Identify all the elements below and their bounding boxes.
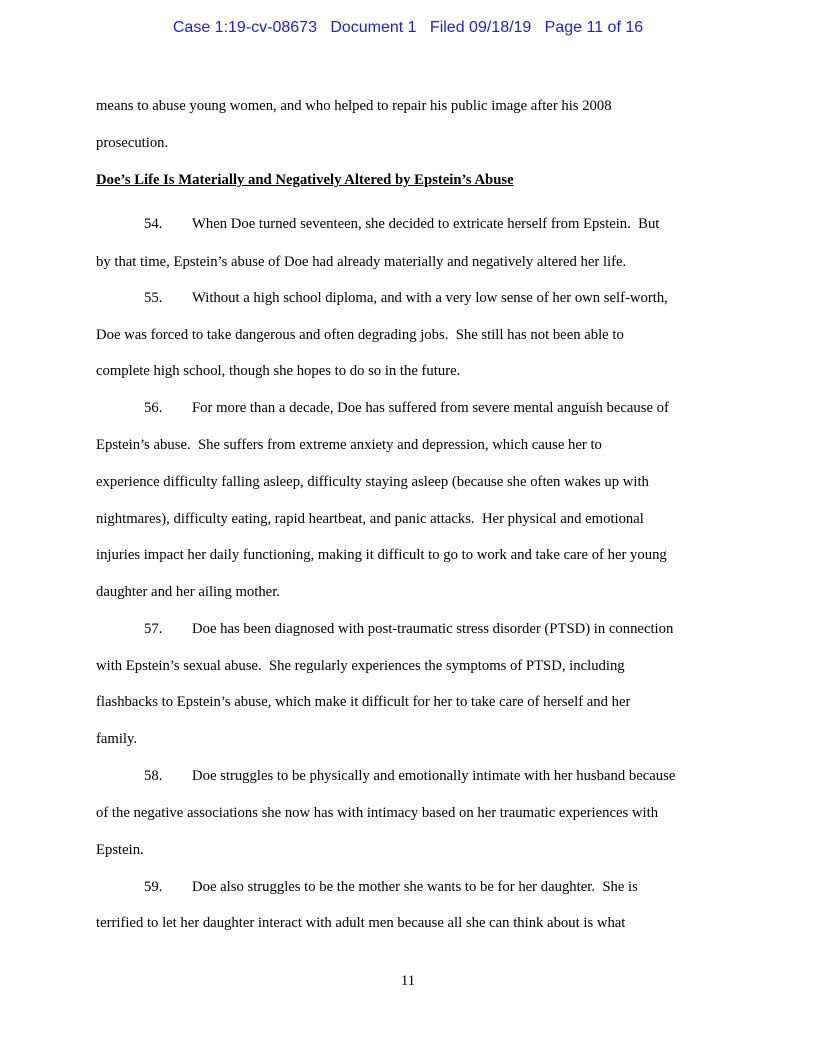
page-number: 11 — [400, 973, 416, 989]
paragraph-line: family. — [96, 731, 138, 747]
case-header — [0, 18, 816, 38]
paragraph-number: 57. — [144, 621, 163, 637]
case-number: Case 1:19-cv-08673 — [172, 19, 317, 36]
paragraph-first-line: For more than a decade, Doe has suffered from severe mental anguish because of — [192, 400, 669, 416]
paragraph-number: 59. — [144, 879, 163, 895]
paragraph-line: Epstein’s abuse. She suffers from extreme anxiety and depression, which cause her to — [96, 437, 602, 453]
paragraph-number: 55. — [144, 290, 163, 306]
paragraph-number: 58. — [144, 768, 163, 784]
paragraph-first-line: Doe also struggles to be the mother she wants to be for her daughter. She is — [192, 879, 638, 895]
paragraph-line: daughter and her ailing mother. — [96, 584, 280, 600]
paragraph-line: injuries impact her daily functioning, making it difficult to go to work and take care of her young — [96, 547, 667, 563]
intro-line: means to abuse young women, and who helped to repair his public image after his 2008 — [96, 98, 612, 114]
paragraph-first-line: Doe struggles to be physically and emotionally intimate with her husband because — [192, 768, 676, 784]
paragraph-line: nightmares), difficulty eating, rapid heartbeat, and panic attacks. Her physical and emotional — [96, 511, 644, 527]
paragraph-number: 54. — [144, 216, 163, 232]
paragraph-line: with Epstein’s sexual abuse. She regularly experiences the symptoms of PTSD, including — [96, 658, 625, 674]
document-label: Document 1 — [330, 19, 417, 36]
paragraph-line: experience difficulty falling asleep, difficulty staying asleep (because she often wakes up with — [96, 474, 649, 490]
paragraph-line: Doe was forced to take dangerous and often degrading jobs. She still has not been able to — [96, 327, 624, 343]
paragraph-line: by that time, Epstein’s abuse of Doe had already materially and negatively altered her life. — [96, 254, 627, 270]
paragraph-line: flashbacks to Epstein’s abuse, which make it difficult for her to take care of herself and her — [96, 694, 631, 710]
intro-line: prosecution. — [96, 135, 169, 151]
section-heading: Doe’s Life Is Materially and Negatively Altered by Epstein’s Abuse — [96, 172, 514, 188]
paragraph-first-line: When Doe turned seventeen, she decided to extricate herself from Epstein. But — [192, 216, 660, 232]
filed-date: Filed 09/18/19 — [429, 19, 532, 36]
paragraph-line: of the negative associations she now has with intimacy based on her traumatic experiences with — [96, 805, 659, 821]
paragraph-line: complete high school, though she hopes to do so in the future. — [96, 363, 461, 379]
paragraph-first-line: Doe has been diagnosed with post-traumatic stress disorder (PTSD) in connection — [192, 621, 674, 637]
paragraph-line: terrified to let her daughter interact with adult men because all she can think about is what — [96, 915, 626, 931]
paragraph-number: 56. — [144, 400, 163, 416]
paragraph-line: Epstein. — [96, 842, 144, 858]
paragraph-first-line: Without a high school diploma, and with a very low sense of her own self-worth, — [192, 290, 668, 306]
page-of-total: Page 11 of 16 — [544, 19, 644, 36]
